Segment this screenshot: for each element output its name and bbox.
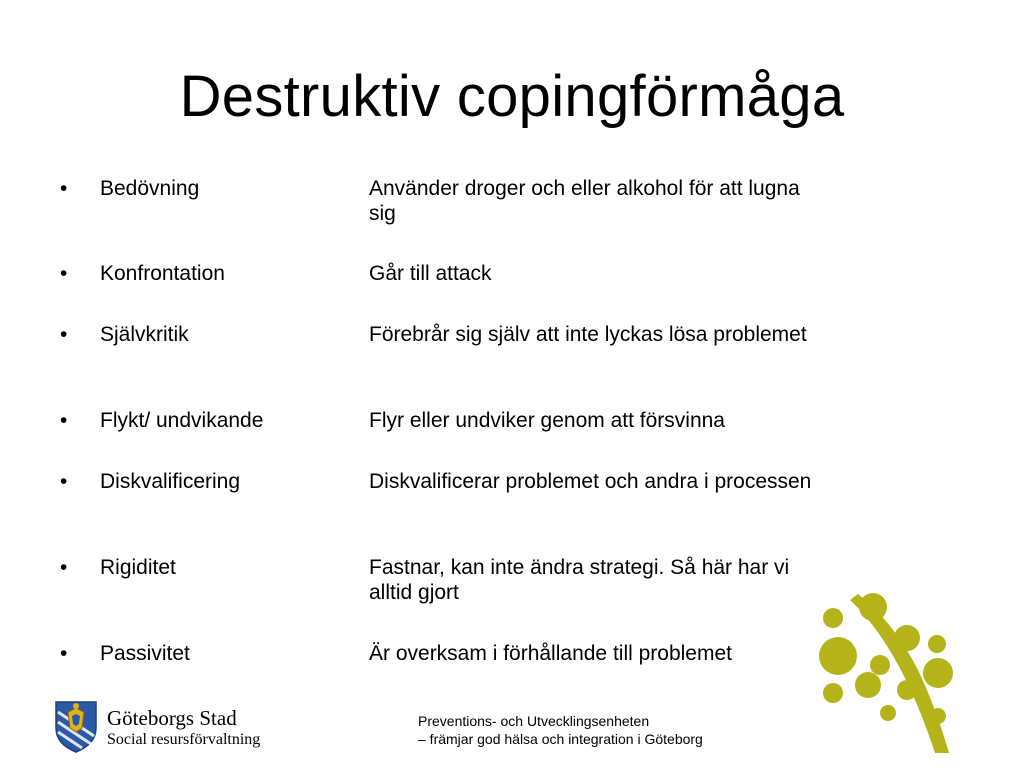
bullet-dot: • (60, 262, 68, 285)
item-description: Går till attack (369, 262, 492, 285)
goteborgs-stad-logo (52, 698, 302, 754)
item-term: Flykt/ undvikande (100, 409, 264, 432)
org-name: Göteborgs Stad (107, 706, 237, 730)
item-term: Konfrontation (100, 262, 225, 285)
item-description: Diskvalificerar problemet och andra i processen (369, 470, 812, 493)
item-term: Diskvalificering (100, 470, 241, 493)
item-description: Är overksam i förhållande till problemet (369, 642, 732, 665)
item-term: Passivitet (100, 642, 190, 665)
bullet-dot: • (60, 323, 68, 346)
bullet-dot: • (60, 177, 68, 200)
tree-dots-icon (810, 588, 960, 753)
footer-unit-line2: – främjar god hälsa och integration i Göteborg (418, 731, 703, 747)
bullet-dot: • (60, 556, 68, 579)
footer-unit-text (418, 712, 703, 748)
item-description: Fastnar, kan inte ändra strategi. Så här har vi alltid gjort (369, 556, 790, 604)
item-term: Bedövning (100, 177, 200, 200)
slide-title: Destruktiv copingförmåga (179, 64, 845, 129)
bullet-dot: • (60, 642, 68, 665)
org-department: Social resursförvaltning (107, 731, 261, 748)
bullet-dot: • (60, 409, 68, 432)
item-description: Använder droger och eller alkohol för att lugna sig (369, 177, 800, 225)
item-term: Rigiditet (100, 556, 176, 579)
item-description: Flyr eller undviker genom att försvinna (369, 409, 725, 432)
item-description: Förebrår sig själv att inte lyckas lösa problemet (369, 323, 807, 346)
footer-unit-line1: Preventions- och Utvecklingsenheten (418, 713, 650, 729)
goteborg-crest-icon (52, 698, 100, 754)
bullet-dot: • (60, 470, 68, 493)
item-term: Självkritik (100, 323, 189, 346)
